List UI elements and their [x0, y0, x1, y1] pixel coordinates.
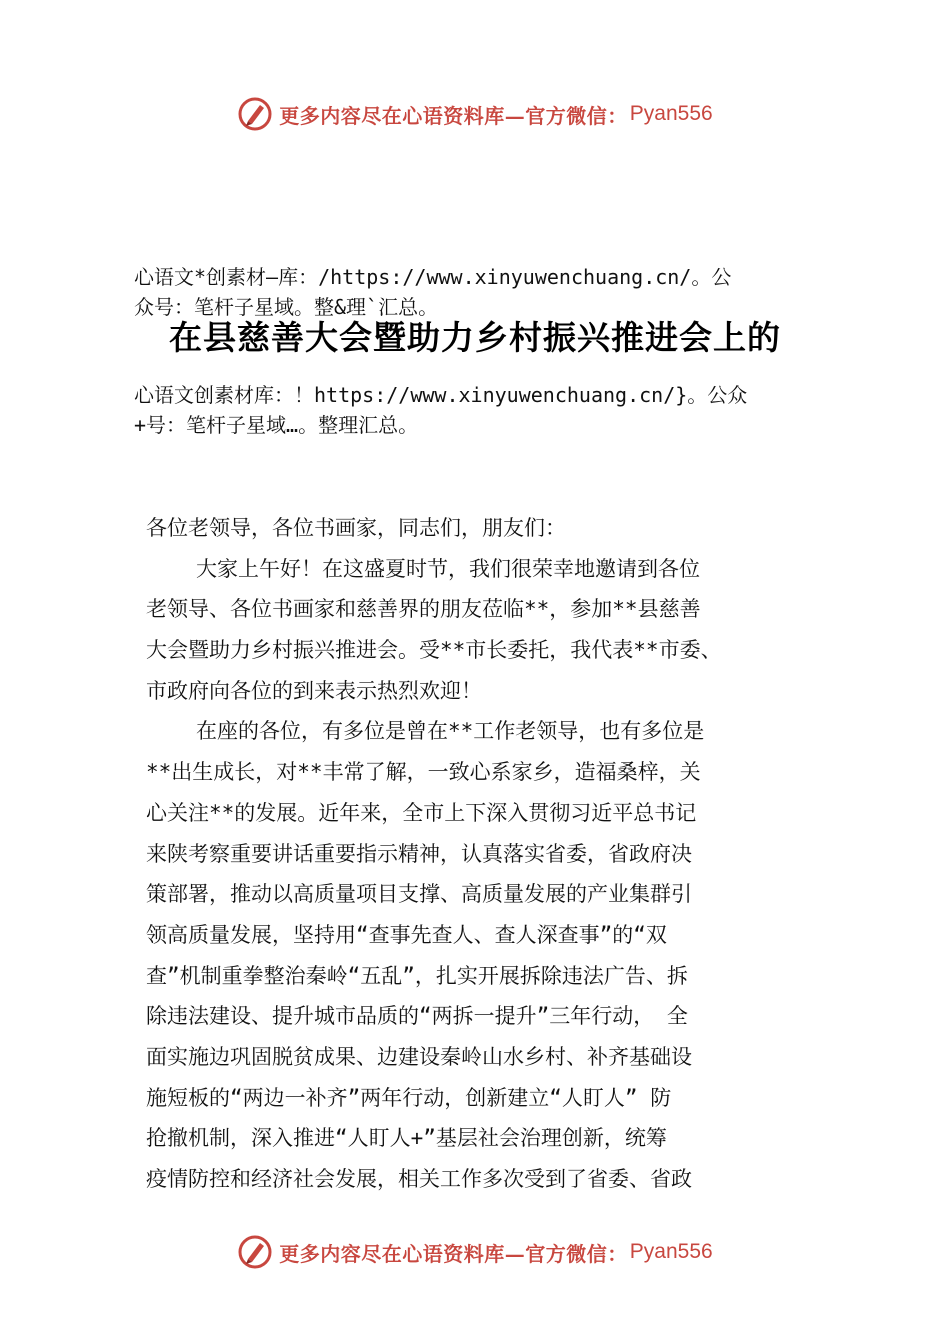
pen-logo-icon [237, 96, 273, 132]
paragraph-line: 市政府向各位的到来表示热烈欢迎！ [146, 678, 482, 703]
pen-logo-icon [237, 1234, 273, 1270]
source-note-line: 众号：笔杆子星域。整&理`汇总。 [134, 295, 439, 319]
footer-banner [0, 1230, 950, 1274]
paragraph-line: 领高质量发展，坚持用“查事先查人、查人深查事”的“双 [146, 922, 667, 947]
paragraph-line: **出生成长，对**丰常了解，一致心系家乡，造福桑梓，关 [146, 760, 701, 785]
banner-text: 更多内容尽在心语资料库—官方微信： [279, 103, 628, 128]
paragraph-line: 大家上午好！在这盛夏时节，我们很荣幸地邀请到各位 [196, 556, 700, 581]
document-title: 在县慈善大会暨助力乡村振兴推进会上的 [169, 318, 781, 357]
banner-account: Pyan556 [629, 1240, 713, 1263]
paragraph-line: 除违法建设、提升城市品质的“两拆一提升”三年行动， 全 [146, 1004, 688, 1029]
paragraph-line: 大会暨助力乡村振兴推进会。受**市长委托，我代表**市委、 [146, 638, 722, 663]
paragraph-line: 心关注**的发展。近年来，全市上下深入贯彻习近平总书记 [146, 800, 697, 825]
document-body [146, 508, 826, 1200]
paragraph-line: 施短板的“两边一补齐”两年行动，创新建立“人盯人” 防 [146, 1085, 672, 1110]
paragraph-line: 老领导、各位书画家和慈善界的朋友莅临**，参加**县慈善 [146, 597, 701, 622]
source-note-bottom [134, 380, 834, 440]
paragraph-line: 策部署，推动以高质量项目支撑、高质量发展的产业集群引 [146, 882, 692, 907]
paragraph-line: 来陕考察重要讲话重要指示精神，认真落实省委，省政府决 [146, 841, 692, 866]
banner-content [237, 96, 712, 132]
source-note-line: +号：笔杆子星域…。整理汇总。 [134, 413, 419, 437]
paragraph-line: 查”机制重拳整治秦岭“五乱”，扎实开展拆除违法广告、拆 [146, 963, 688, 988]
paragraph-line: 疫情防控和经济社会发展，相关工作多次受到了省委、省政 [146, 1167, 692, 1191]
banner-account: Pyan556 [629, 102, 713, 125]
paragraph-line: 面实施边巩固脱贫成果、边建设秦岭山水乡村、补齐基础设 [146, 1044, 692, 1069]
banner-text: 更多内容尽在心语资料库—官方微信： [279, 1241, 628, 1266]
source-note-line: 心语文*创素材—库：/https://www.xinyuwenchuang.cn/。公 [134, 265, 732, 289]
source-note-line: 心语文创素材库：！https://www.xinyuwenchuang.cn/}。公众 [134, 383, 748, 407]
paragraph-line: 抢撤机制，深入推进“人盯人+”基层社会治理创新，统筹 [146, 1126, 667, 1151]
paragraph-line: 在座的各位，有多位是曾在**工作老领导，也有多位是 [196, 719, 705, 744]
salutation: 各位老领导，各位书画家，同志们，朋友们： [146, 516, 566, 540]
banner-content [237, 1234, 712, 1270]
header-banner [0, 92, 950, 136]
